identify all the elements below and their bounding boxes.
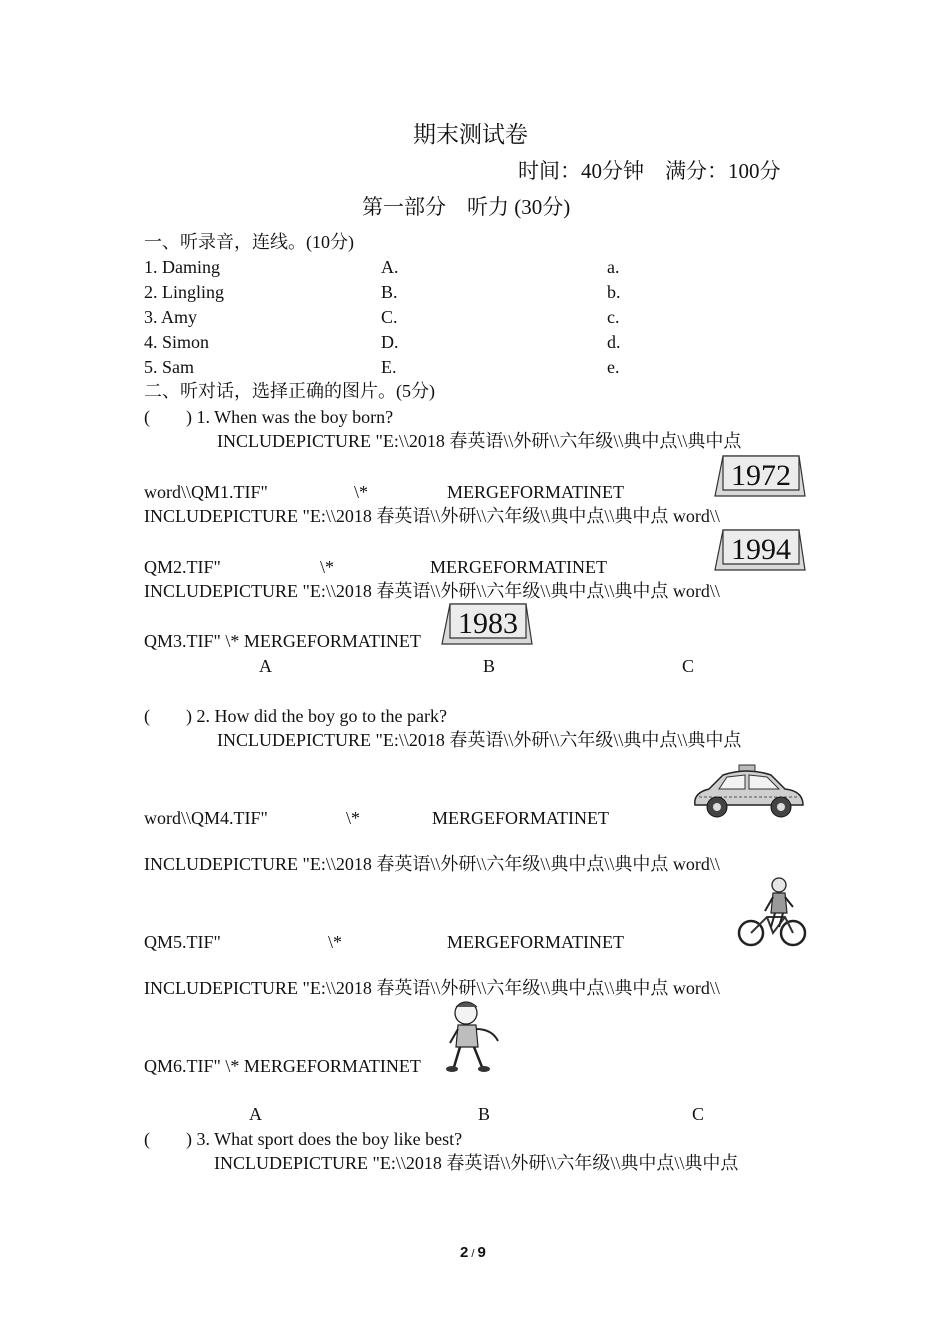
field-code-line: INCLUDEPICTURE "E:\\2018 春英语\\外研\\六年级\\典中点\\典中点 word\\ [144, 506, 720, 526]
section1-heading: 一、听录音，连线。(10分) [144, 232, 354, 252]
year-label-c: 1983 [458, 607, 518, 640]
year-label-b: 1994 [731, 533, 791, 566]
upper-option: D. [381, 332, 399, 352]
page-title: 期末测试卷 [413, 122, 528, 147]
field-code-line: QM5.TIF" [144, 932, 221, 952]
field-code-line: MERGEFORMATINET [447, 932, 625, 952]
field-code-line: INCLUDEPICTURE "E:\\2018 春英语\\外研\\六年级\\典中点\\典中点 word\\ [144, 978, 720, 998]
field-code-line: INCLUDEPICTURE "E:\\2018 春英语\\外研\\六年级\\典中点\\典中点 [217, 431, 742, 451]
field-code-line: MERGEFORMATINET [447, 482, 625, 502]
name-item: 3. Amy [144, 307, 198, 327]
field-code-line: INCLUDEPICTURE "E:\\2018 春英语\\外研\\六年级\\典中点\\典中点 [214, 1153, 739, 1173]
upper-option: E. [381, 357, 397, 377]
page-separator: / [468, 1248, 478, 1260]
field-code-line: INCLUDEPICTURE "E:\\2018 春英语\\外研\\六年级\\典中点\\典中点 word\\ [144, 581, 720, 601]
name-item: 4. Simon [144, 332, 210, 352]
section2-heading: 二、听对话，选择正确的图片。(5分) [144, 381, 435, 401]
walking-boy-image [444, 999, 504, 1075]
total-pages: 9 [477, 1244, 486, 1261]
field-code-line: QM2.TIF" [144, 557, 221, 577]
year-placard-image-c [440, 600, 534, 646]
lower-option: a. [607, 257, 620, 277]
field-code-line: MERGEFORMATINET [432, 808, 610, 828]
question-2-stem: ( ) 2. How did the boy go to the park? [144, 706, 447, 726]
lower-option: e. [607, 357, 620, 377]
field-code-line: QM3.TIF" \* MERGEFORMATINET [144, 631, 421, 651]
page-number [460, 1244, 486, 1261]
option-label-c: C [682, 656, 695, 676]
bike-image [737, 875, 809, 949]
field-code-line: MERGEFORMATINET [430, 557, 608, 577]
field-code-line: QM6.TIF" \* MERGEFORMATINET [144, 1056, 421, 1076]
upper-option: A. [381, 257, 399, 277]
part-title: 第一部分 听力 (30分) [362, 195, 571, 219]
year-label-a: 1972 [731, 459, 791, 492]
field-code-line: \* [354, 482, 369, 502]
name-item: 1. Daming [144, 257, 220, 277]
question-1-stem: ( ) 1. When was the boy born? [144, 407, 394, 427]
lower-option: c. [607, 307, 620, 327]
upper-option: B. [381, 282, 398, 302]
question-3-stem: ( ) 3. What sport does the boy like best? [144, 1129, 463, 1149]
field-code-line: INCLUDEPICTURE "E:\\2018 春英语\\外研\\六年级\\典中点\\典中点 [217, 730, 742, 750]
option-label-c: C [692, 1104, 705, 1124]
taxi-image [689, 763, 807, 825]
field-code-line: word\\QM1.TIF" [144, 482, 268, 502]
option-label-b: B [478, 1104, 491, 1124]
option-label-b: B [483, 656, 496, 676]
time-score-info: 时间：40分钟 满分：100分 [518, 159, 781, 183]
field-code-line: \* [346, 808, 361, 828]
current-page: 2 [460, 1244, 469, 1261]
field-code-line: INCLUDEPICTURE "E:\\2018 春英语\\外研\\六年级\\典中点\\典中点 word\\ [144, 854, 720, 874]
year-placard-image-a [713, 452, 807, 498]
option-label-a: A [249, 1104, 262, 1124]
lower-option: d. [607, 332, 621, 352]
field-code-line: \* [320, 557, 335, 577]
name-item: 5. Sam [144, 357, 195, 377]
field-code-line: word\\QM4.TIF" [144, 808, 268, 828]
field-code-line: \* [328, 932, 343, 952]
name-item: 2. Lingling [144, 282, 224, 302]
upper-option: C. [381, 307, 398, 327]
option-label-a: A [259, 656, 272, 676]
lower-option: b. [607, 282, 621, 302]
year-placard-image-b [713, 526, 807, 572]
